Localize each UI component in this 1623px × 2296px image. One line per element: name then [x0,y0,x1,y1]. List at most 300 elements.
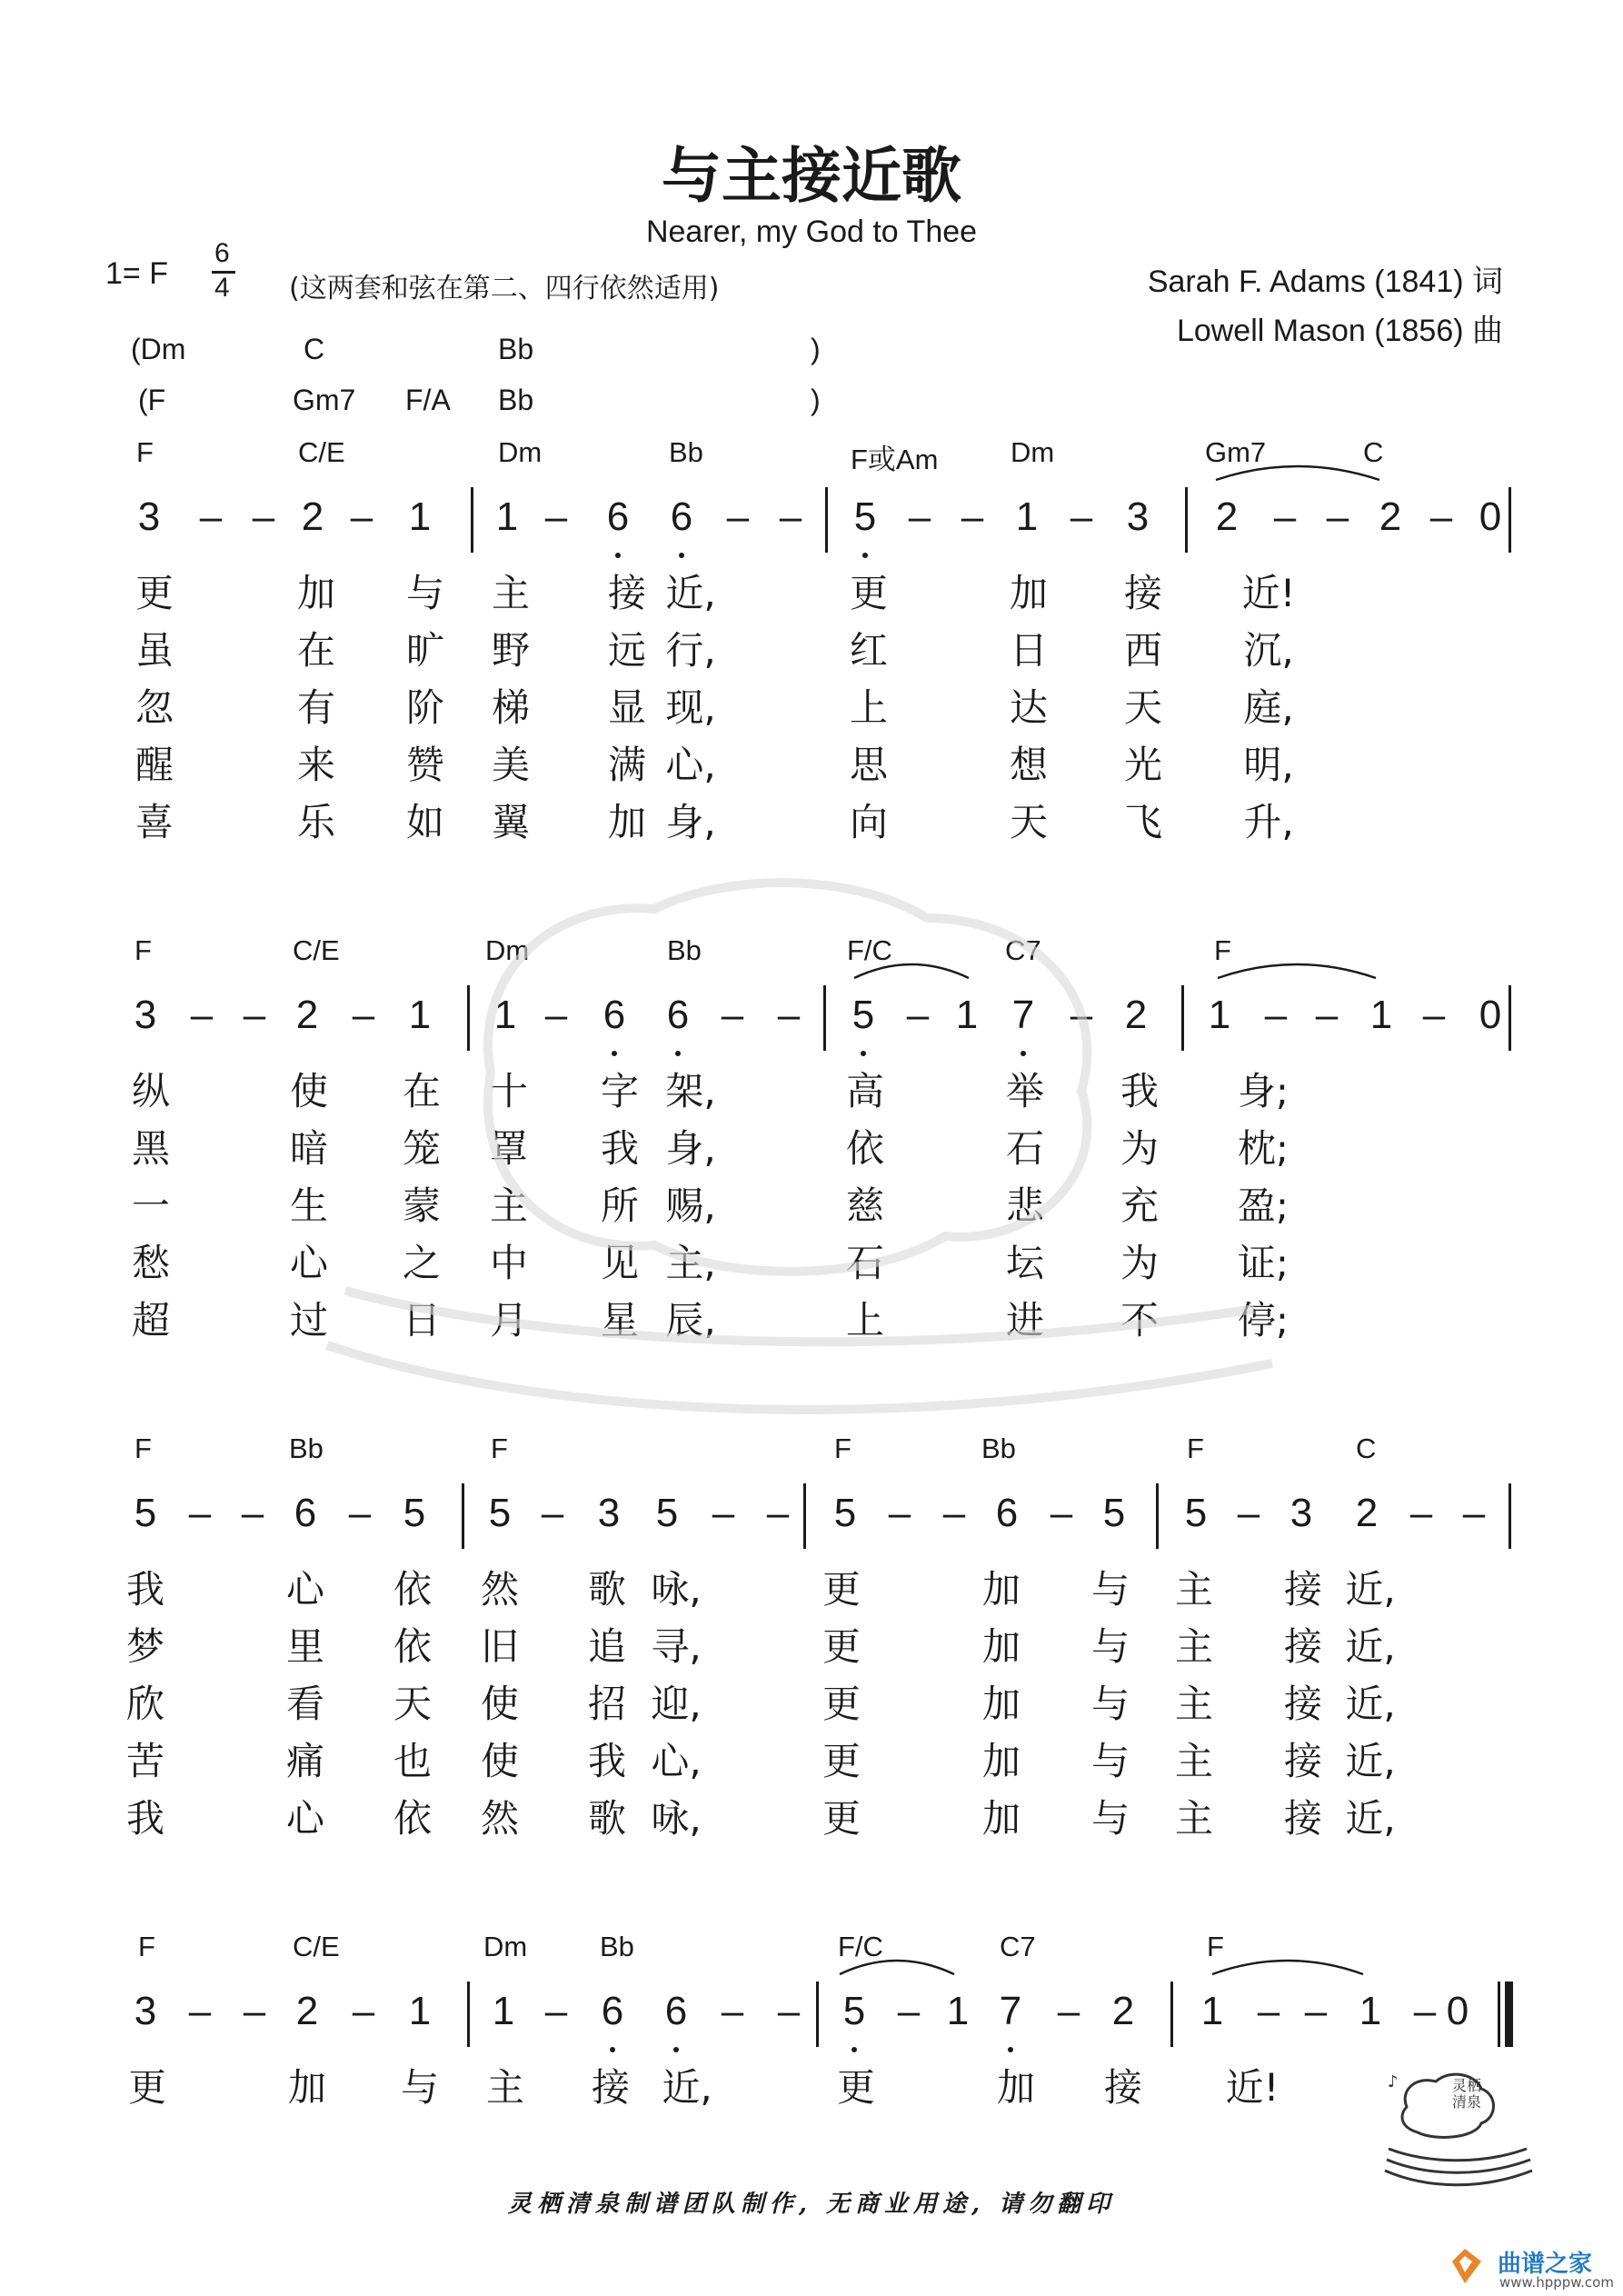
lyric-char: 身, [665,800,716,844]
chord-symbol: C [1356,1433,1377,1464]
alt-chord: (Dm [131,333,186,365]
chord-symbol: F [1207,1931,1224,1962]
lyric-char: 向 [849,800,889,844]
chord-symbol: F/C [838,1931,883,1962]
lyric-char: 近, [1345,1624,1396,1669]
dash-note: – [544,494,568,539]
alt-chord: ) [811,333,821,365]
lyric-char: 近, [665,571,716,615]
lyric-char: 所 [600,1183,640,1228]
lyric-char: 我 [600,1126,640,1171]
dash-note: – [199,494,223,539]
lyric-char: 咏, [651,1796,702,1841]
note: 1 [946,1989,970,2033]
lyric-char: 不 [1120,1298,1160,1343]
note: 7 [999,1989,1022,2033]
note: 5 [842,1989,866,2033]
lyric-char: 加 [607,800,647,844]
lyric-char: 加 [981,1682,1021,1726]
lyric-char: 进 [1005,1298,1045,1343]
lyric-char: 庭, [1243,685,1294,730]
note: 3 [1126,494,1150,539]
lyric-char: 更 [821,1796,861,1841]
note: 1 [408,494,432,539]
chord-symbol: F [1187,1433,1204,1464]
note: 1 [408,993,432,1037]
note: 1 [1359,1989,1382,2033]
dash-note: – [779,494,802,539]
lyric-char: 接 [1283,1624,1323,1669]
lyric-char: 迎, [651,1682,702,1726]
note: 5 [1102,1491,1126,1535]
lyric-char: 西 [1123,628,1163,673]
lyric-char: 更 [821,1739,861,1783]
lyric-char: 加 [981,1796,1021,1841]
dash-note: – [1264,993,1288,1037]
dash-note: – [544,993,568,1037]
lyric-char: 星 [600,1298,640,1343]
lyric-char: 想 [1009,743,1049,787]
note: 2 [1379,494,1402,539]
lyric-char: 在 [402,1069,442,1113]
chord-symbol: F [491,1433,508,1464]
lyric-char: 主 [1174,1739,1214,1783]
lyric-char: 明, [1243,743,1294,787]
lyric-char: 心 [285,1796,325,1841]
lyric-char: 我 [125,1796,165,1841]
dash-note: – [1429,494,1453,539]
note: 2 [1215,494,1239,539]
dash-note: – [1237,1491,1260,1535]
lyric-char: 笼 [402,1126,442,1171]
lyric-char: 依 [393,1567,433,1612]
lyric-char: 更 [836,2065,876,2110]
lyric-char: 近, [1345,1567,1396,1612]
lyric-char: 沉, [1243,628,1294,673]
lyric-char: 醒 [134,743,174,787]
chord-symbol: F [1214,934,1231,966]
lyric-char: 慈 [845,1183,885,1228]
lyric-char: 天 [1009,800,1049,844]
footer-notice: 灵栖清泉制谱团队制作, 无商业用途, 请勿翻印 [507,2191,1116,2218]
lyric-char: 接 [1283,1567,1323,1612]
lyric-char: 欣 [125,1682,165,1726]
alt-chord: ) [811,384,821,416]
note: 0 [1446,1989,1469,2033]
chord-symbol: F/C [847,934,892,966]
lyric-char: 歌 [587,1796,627,1841]
alt-chord: Gm7 [293,384,356,416]
chord-symbol: Bb [981,1433,1016,1464]
lyric-char: 心 [285,1567,325,1612]
lyric-char: 如 [405,800,445,844]
lyric-char: 心, [651,1739,702,1783]
lyric-char: 然 [480,1567,520,1612]
lyric-char: 野 [491,628,531,673]
note: 5 [655,1491,679,1535]
lyric-char: 接 [1283,1796,1323,1841]
chord-symbol: C/E [293,1931,340,1962]
note: 6 [664,1989,688,2033]
lyric-char: 接 [1103,2065,1143,2110]
lyric-char: 我 [587,1739,627,1783]
dash-note: – [348,1491,372,1535]
lyric-char: 使 [480,1682,520,1726]
lyric-char: 加 [996,2065,1036,2110]
chord-symbol: F [134,934,152,966]
note: 3 [134,1989,157,2033]
lyric-char: 十 [489,1069,529,1113]
lyric-char: 蒙 [402,1183,442,1228]
note: 3 [597,1491,621,1535]
lyric-char: 上 [845,1298,885,1343]
lyric-char: 罩 [489,1126,529,1171]
note: 5 [1184,1491,1208,1535]
chord-symbol: C [1363,436,1384,468]
lyric-char: 梦 [125,1624,165,1669]
note: 6 [601,1989,624,2033]
lyric-char: 举 [1005,1069,1045,1113]
lyric-char: 接 [1283,1682,1323,1726]
svg-text:♪: ♪ [1388,2072,1399,2091]
chord-symbol: Dm [483,1931,528,1962]
lyric-char: 近, [1345,1796,1396,1841]
lyric-char: 月 [489,1298,529,1343]
dash-note: – [906,993,930,1037]
lyric-char: 上 [849,685,889,730]
slur [854,964,969,978]
lyric-char: 日 [1009,628,1049,673]
lyric-char: 为 [1120,1126,1160,1171]
dash-note: – [721,993,744,1037]
chord-symbol: Dm [1011,436,1055,468]
dash-note: – [190,993,214,1037]
alt-chord: F/A [405,384,451,416]
lyric-char: 加 [287,2065,327,2110]
dash-note: – [241,1491,264,1535]
dash-note: – [1326,494,1349,539]
lyric-char: 更 [849,571,889,615]
lyric-char: 天 [1123,685,1163,730]
chord-symbol: Bb [289,1433,324,1464]
dash-note: – [350,494,373,539]
dash-note: – [712,1491,735,1535]
dash-note: – [188,1989,212,2033]
lyric-char: 接 [591,2065,631,2110]
note: 6 [606,494,630,539]
lyric-char: 使 [480,1739,520,1783]
note: 1 [1369,993,1393,1037]
lyric-char: 黑 [131,1126,171,1171]
lyric-char: 美 [491,743,531,787]
note: 2 [1355,1491,1379,1535]
lyric-char: 盈; [1237,1183,1289,1228]
lyric-char: 与 [400,2065,440,2110]
dash-note: – [1050,1491,1073,1535]
lyric-char: 加 [296,571,336,615]
dash-note: – [888,1491,911,1535]
lyric-char: 主 [1174,1624,1214,1669]
lyric-char: 过 [289,1298,329,1343]
lyric-char: 纵 [131,1069,171,1113]
note: 5 [833,1491,857,1535]
note: 5 [853,494,877,539]
page-title: 与主接近歌 [662,141,961,211]
dash-note: – [1409,1491,1433,1535]
lyric-char: 现, [665,685,716,730]
lyric-char: 主 [489,1183,529,1228]
note: 7 [1011,993,1035,1037]
lyric-char: 来 [296,743,336,787]
dash-note: – [243,1989,266,2033]
dash-note: – [243,993,266,1037]
dash-note: – [721,1989,744,2033]
dash-note: – [766,1491,790,1535]
lyric-char: 招 [587,1682,627,1726]
note: 3 [1289,1491,1313,1535]
lyric-char: 与 [1090,1682,1130,1726]
note: 1 [408,1989,432,2033]
site-url: www.hpppw.com [1499,2274,1614,2291]
dash-note: – [777,1989,801,2033]
lyric-char: 字 [600,1069,640,1113]
lyric-char: 我 [1120,1069,1160,1113]
dash-note: – [1422,993,1446,1037]
lyric-char: 身, [665,1126,716,1171]
slur [1212,1961,1363,1974]
note: 2 [295,1989,319,2033]
lyric-char: 加 [981,1567,1021,1612]
lyric-char: 乐 [296,800,336,844]
site-logo-text: 曲谱之家 [1498,2251,1593,2278]
lyric-char: 更 [127,2065,167,2110]
lyric-char: 日 [402,1298,442,1343]
dash-note: – [1273,494,1297,539]
lyric-char: 与 [405,571,445,615]
lyric-char: 主 [1174,1567,1214,1612]
lyric-char: 更 [821,1624,861,1669]
lyric-char: 升, [1243,800,1294,844]
note: 2 [295,993,319,1037]
note: 1 [493,993,517,1037]
chord-symbol: C/E [293,934,340,966]
composer-credit: Lowell Mason (1856) 曲 [1176,314,1503,348]
lyric-char: 近! [1225,2065,1279,2110]
note: 6 [666,993,690,1037]
lyric-char: 里 [285,1624,325,1669]
chord-symbol: Dm [498,436,543,468]
slur [1218,964,1376,978]
lyric-char: 虽 [134,628,174,673]
note: 2 [301,494,324,539]
dash-note: – [352,1989,375,2033]
dash-note: – [1304,1989,1328,2033]
lyric-char: 依 [393,1796,433,1841]
chord-symbol: Dm [485,934,530,966]
lyric-char: 也 [393,1739,433,1783]
lyric-char: 枕; [1237,1126,1289,1171]
chord-symbol: C7 [1005,934,1041,966]
alt-chord: (F [138,384,166,416]
lyric-char: 主 [485,2065,525,2110]
note: 5 [403,1491,426,1535]
lyric-char: 喜 [134,800,174,844]
dash-note: – [352,993,375,1037]
dash-note: – [544,1989,568,2033]
lyric-char: 有 [296,685,336,730]
lyric-char: 咏, [651,1567,702,1612]
note: 1 [1015,494,1039,539]
dash-note: – [1070,993,1093,1037]
lyric-char: 旷 [405,628,445,673]
chord-symbol: Bb [669,436,703,468]
note: 6 [995,1491,1019,1535]
note: 1 [955,993,979,1037]
lyric-char: 满 [607,743,647,787]
alt-chord: Bb [498,333,534,365]
lyric-char: 阶 [405,685,445,730]
dash-note: – [777,993,801,1037]
lyric-char: 加 [1009,571,1049,615]
chord-symbol: Bb [600,1931,634,1962]
lyric-char: 更 [134,571,174,615]
lyric-char: 身; [1237,1069,1289,1113]
lyric-char: 近, [1345,1682,1396,1726]
lyric-char: 超 [131,1298,171,1343]
lyric-char: 歌 [587,1567,627,1612]
chord-symbol: Gm7 [1205,436,1267,468]
chord-note: (这两套和弦在第二、四行依然适用) [289,273,720,304]
note: 1 [1208,993,1231,1037]
lyric-char: 心, [665,743,716,787]
chord-symbol: C/E [298,436,345,468]
chord-symbol: F [134,1433,152,1464]
lyric-char: 辰, [665,1298,716,1343]
lyric-char: 远 [607,628,647,673]
dash-note: – [1315,993,1339,1037]
lyric-char: 接 [607,571,647,615]
lyric-char: 赞 [405,743,445,787]
lyric-char: 光 [1123,743,1163,787]
lyric-char: 更 [821,1567,861,1612]
chord-symbol: F [834,1433,851,1464]
dash-note: – [1462,1491,1486,1535]
lyric-char: 中 [489,1241,529,1285]
note: 2 [1111,1989,1135,2033]
dash-note: – [726,494,750,539]
lyric-char: 更 [821,1682,861,1726]
lyric-char: 近! [1241,571,1296,615]
lyric-char: 证; [1237,1241,1289,1285]
time-signature-top: 6 [214,238,230,268]
note: 5 [488,1491,512,1535]
lyricist-credit: Sarah F. Adams (1841) 词 [1147,265,1503,299]
lyric-char: 主, [665,1241,716,1285]
lyric-char: 愁 [131,1241,171,1285]
sheep-logo-text: 灵栖清泉 [1452,2077,1482,2111]
dash-note: – [897,1989,921,2033]
lyric-char: 为 [1120,1241,1160,1285]
note: 6 [602,993,626,1037]
dash-note: – [188,1491,212,1535]
chord-symbol: F或Am [851,444,939,475]
lyric-char: 达 [1009,685,1049,730]
lyric-char: 石 [845,1241,885,1285]
slur [840,1961,954,1974]
lyric-char: 然 [480,1796,520,1841]
note: 1 [1200,1989,1224,2033]
lyric-char: 追 [587,1624,627,1669]
lyric-char: 苦 [125,1739,165,1783]
lyric-char: 红 [849,628,889,673]
chord-symbol: F [136,436,154,468]
lyric-char: 与 [1090,1624,1130,1669]
note: 6 [670,494,693,539]
dash-note: – [1413,1989,1437,2033]
lyric-char: 见 [600,1241,640,1285]
lyric-char: 暗 [289,1126,329,1171]
lyric-char: 石 [1005,1126,1045,1171]
lyric-char: 架, [665,1069,716,1113]
lyric-char: 梯 [491,685,531,730]
lyric-char: 痛 [285,1739,325,1783]
note: 1 [492,1989,515,2033]
dash-note: – [961,494,984,539]
lyric-char: 高 [845,1069,885,1113]
dash-note: – [908,494,931,539]
note: 0 [1479,494,1502,539]
note: 3 [134,993,157,1037]
note: 0 [1479,993,1502,1037]
lyric-char: 依 [845,1126,885,1171]
lyric-char: 天 [393,1682,433,1726]
note: 5 [851,993,875,1037]
note: 1 [495,494,519,539]
key-signature: 1= F [105,256,168,291]
dash-note: – [541,1491,564,1535]
dash-note: – [252,494,275,539]
lyric-char: 主 [1174,1796,1214,1841]
lyric-char: 赐, [665,1183,716,1228]
dash-note: – [1057,1989,1080,2033]
lyric-char: 与 [1090,1796,1130,1841]
lyric-char: 停; [1237,1298,1289,1343]
lyric-char: 与 [1090,1739,1130,1783]
page-subtitle: Nearer, my God to Thee [645,215,978,249]
note: 2 [1124,993,1148,1037]
alt-chord: Bb [498,384,534,416]
lyric-char: 在 [296,628,336,673]
lyric-char: 飞 [1123,800,1163,844]
note: 5 [134,1491,157,1535]
dash-note: – [1257,1989,1280,2033]
lyric-char: 翼 [491,800,531,844]
lyric-char: 思 [849,743,889,787]
lyric-char: 寻, [651,1624,702,1669]
lyric-char: 我 [125,1567,165,1612]
lyric-char: 看 [285,1682,325,1726]
time-signature-bottom: 4 [214,273,230,303]
lyric-char: 接 [1123,571,1163,615]
slur [1216,466,1379,480]
lyric-char: 一 [131,1183,171,1228]
lyric-char: 之 [402,1241,442,1285]
lyric-char: 加 [981,1624,1021,1669]
note: 6 [294,1491,317,1535]
lyric-char: 近, [1345,1739,1396,1783]
note: 3 [137,494,161,539]
lyric-char: 主 [491,571,531,615]
